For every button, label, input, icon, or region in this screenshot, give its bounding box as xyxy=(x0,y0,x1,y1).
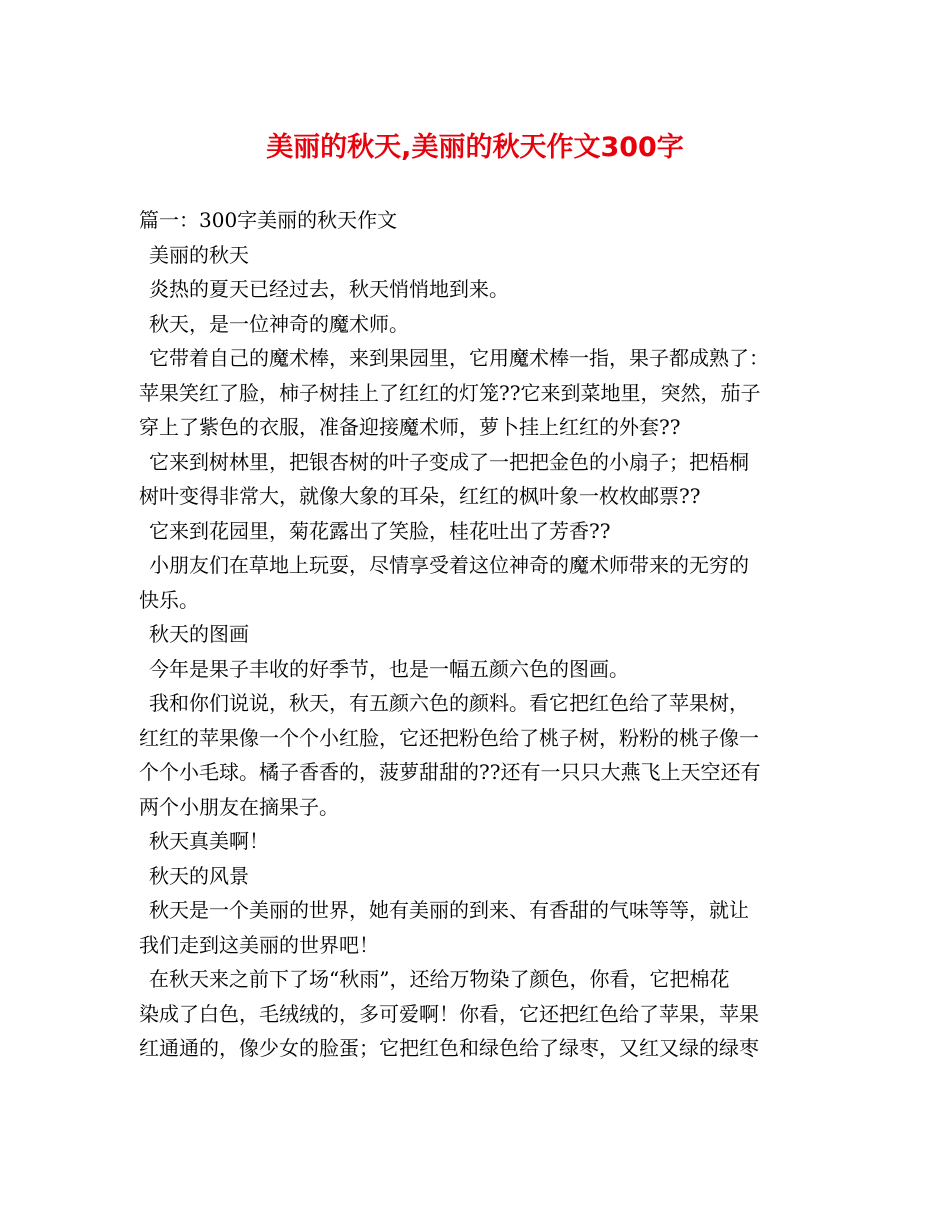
text-line: 它来到树林里，把银杏树的叶子变成了一把把金色的小扇子；把梧桐 xyxy=(149,449,749,474)
text-line: 秋天真美啊！ xyxy=(149,829,269,853)
text-line: 小朋友们在草地上玩耍，尽情享受着这位神奇的魔术师带来的无穷的 xyxy=(149,553,749,577)
text-line: 树叶变得非常大，就像大象的耳朵，红红的枫叶象一枚枚邮票?? xyxy=(139,484,701,508)
text-line: 美丽的秋天 xyxy=(149,242,249,267)
text-line: 红通通的，像少女的脸蛋；它把红色和绿色给了绿枣，又红又绿的绿枣 xyxy=(139,1036,759,1060)
document-title: 美丽的秋天,美丽的秋天作文300字 xyxy=(266,132,684,163)
text-line: 在秋天来之前下了场“秋雨”，还给万物染了颜色，你看，它把棉花 xyxy=(149,967,730,991)
text-line: 秋天的图画 xyxy=(149,622,249,646)
text-line: 它来到花园里，菊花露出了笑脸，桂花吐出了芳香?? xyxy=(149,518,611,543)
text-line: 它带着自己的魔术棒，来到果园里，它用魔术棒一指，果子都成熟了： xyxy=(149,346,769,370)
text-line: 染成了白色，毛绒绒的，多可爱啊！你看，它还把红色给了苹果，苹果 xyxy=(139,1001,759,1026)
text-line: 两个小朋友在摘果子。 xyxy=(139,794,339,819)
text-line: 我和你们说说，秋天，有五颜六色的颜料。看它把红色给了苹果树， xyxy=(149,691,749,715)
text-line: 苹果笑红了脸，柿子树挂上了红红的灯笼??它来到菜地里，突然，茄子 xyxy=(139,380,761,405)
text-line: 快乐。 xyxy=(139,587,199,612)
text-line: 篇一：300字美丽的秋天作文 xyxy=(139,208,398,232)
text-line: 穿上了紫色的衣服，准备迎接魔术师，萝卜挂上红红的外套?? xyxy=(139,415,681,439)
text-line: 今年是果子丰收的好季节，也是一幅五颜六色的图画。 xyxy=(149,656,629,681)
text-line: 秋天，是一位神奇的魔术师。 xyxy=(149,311,409,336)
document-body xyxy=(139,203,819,1066)
text-line: 个个小毛球。橘子香香的，菠萝甜甜的??还有一只只大燕飞上天空还有 xyxy=(139,760,761,784)
text-line: 秋天是一个美丽的世界，她有美丽的到来、有香甜的气味等等，就让 xyxy=(149,898,749,922)
text-line: 秋天的风景 xyxy=(149,863,249,888)
text-line: 我们走到这美丽的世界吧！ xyxy=(139,932,379,957)
text-line: 炎热的夏天已经过去，秋天悄悄地到来。 xyxy=(149,277,509,301)
text-line: 红红的苹果像一个个小红脸，它还把粉色给了桃子树，粉粉的桃子像一 xyxy=(139,725,759,750)
